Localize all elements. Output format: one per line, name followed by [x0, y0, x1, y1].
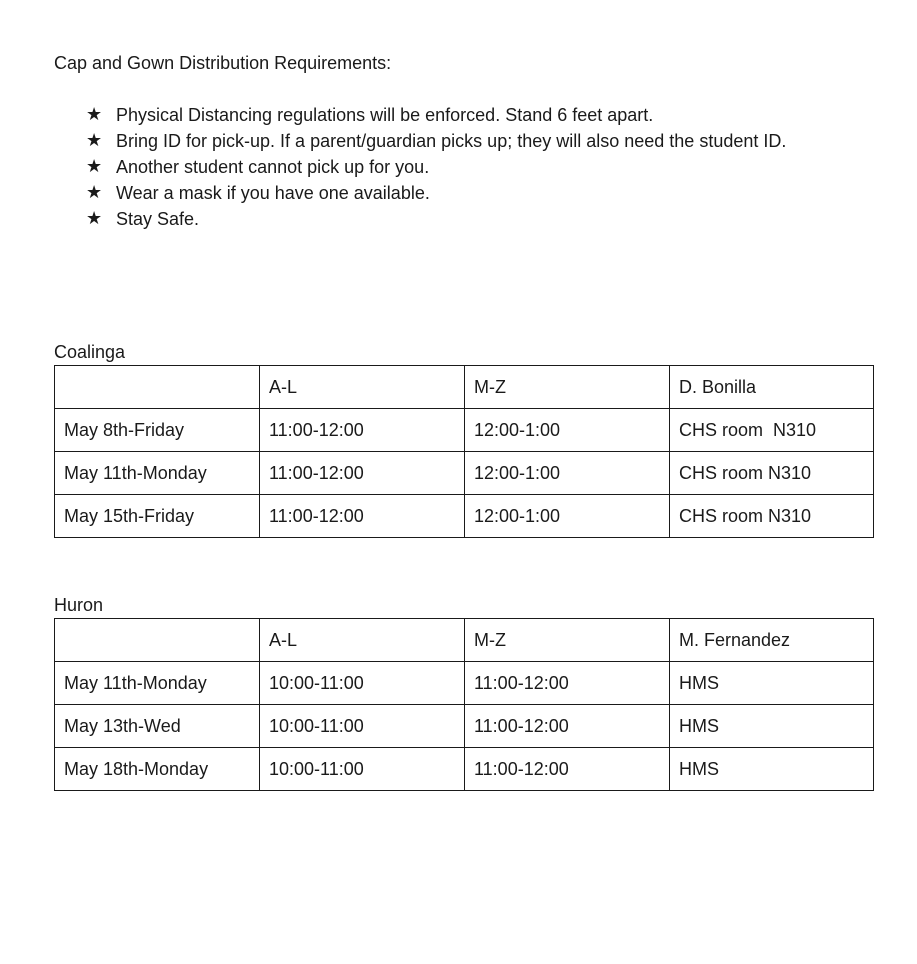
header-cell: [55, 366, 260, 409]
requirement-text: Another student cannot pick up for you.: [116, 157, 430, 177]
location-cell: CHS room N310: [670, 409, 874, 452]
location-cell: HMS: [670, 705, 874, 748]
header-cell: A-L: [260, 619, 465, 662]
date-cell: May 11th-Monday: [55, 662, 260, 705]
time-cell: 11:00-12:00: [260, 452, 465, 495]
requirement-text: Wear a mask if you have one available.: [116, 183, 430, 203]
time-cell: 11:00-12:00: [260, 495, 465, 538]
requirement-text: Bring ID for pick-up. If a parent/guardian picks up; they will also need the student ID.: [116, 131, 787, 151]
requirement-item: [86, 208, 786, 234]
time-cell: 11:00-12:00: [260, 409, 465, 452]
time-cell: 12:00-1:00: [465, 495, 670, 538]
table-row: [55, 409, 874, 452]
time-cell: 11:00-12:00: [465, 748, 670, 791]
coalinga-label: Coalinga: [54, 342, 126, 362]
table-row: [55, 495, 874, 538]
date-cell: May 11th-Monday: [55, 452, 260, 495]
requirement-item: [86, 104, 786, 130]
requirements-heading: Cap and Gown Distribution Requirements:: [54, 53, 392, 73]
coalinga-schedule-table: [54, 365, 874, 538]
huron-schedule-table: [54, 618, 874, 791]
table-header-row: [55, 366, 874, 409]
header-cell: A-L: [260, 366, 465, 409]
header-cell: D. Bonilla: [670, 366, 874, 409]
location-cell: CHS room N310: [670, 452, 874, 495]
time-cell: 12:00-1:00: [465, 452, 670, 495]
requirement-text: Physical Distancing regulations will be enforced. Stand 6 feet apart.: [116, 105, 654, 125]
header-cell: M. Fernandez: [670, 619, 874, 662]
header-cell: M-Z: [465, 619, 670, 662]
time-cell: 10:00-11:00: [260, 662, 465, 705]
header-cell: M-Z: [465, 366, 670, 409]
star-icon: ★: [86, 156, 103, 177]
huron-label: Huron: [54, 595, 104, 615]
table-row: [55, 748, 874, 791]
table-row: [55, 705, 874, 748]
date-cell: May 15th-Friday: [55, 495, 260, 538]
time-cell: 10:00-11:00: [260, 705, 465, 748]
star-icon: ★: [86, 208, 103, 229]
date-cell: May 18th-Monday: [55, 748, 260, 791]
table-row: [55, 452, 874, 495]
requirement-item: [86, 182, 786, 208]
requirement-item: [86, 156, 786, 182]
star-icon: ★: [86, 130, 103, 151]
star-icon: ★: [86, 182, 103, 203]
time-cell: 10:00-11:00: [260, 748, 465, 791]
requirement-item: [86, 130, 786, 156]
table-header-row: [55, 619, 874, 662]
time-cell: 11:00-12:00: [465, 662, 670, 705]
time-cell: 12:00-1:00: [465, 409, 670, 452]
header-cell: [55, 619, 260, 662]
time-cell: 11:00-12:00: [465, 705, 670, 748]
date-cell: May 8th-Friday: [55, 409, 260, 452]
location-cell: CHS room N310: [670, 495, 874, 538]
requirements-list: [86, 104, 786, 234]
location-cell: HMS: [670, 748, 874, 791]
date-cell: May 13th-Wed: [55, 705, 260, 748]
location-cell: HMS: [670, 662, 874, 705]
table-row: [55, 662, 874, 705]
requirement-text: Stay Safe.: [116, 209, 200, 229]
star-icon: ★: [86, 104, 103, 125]
